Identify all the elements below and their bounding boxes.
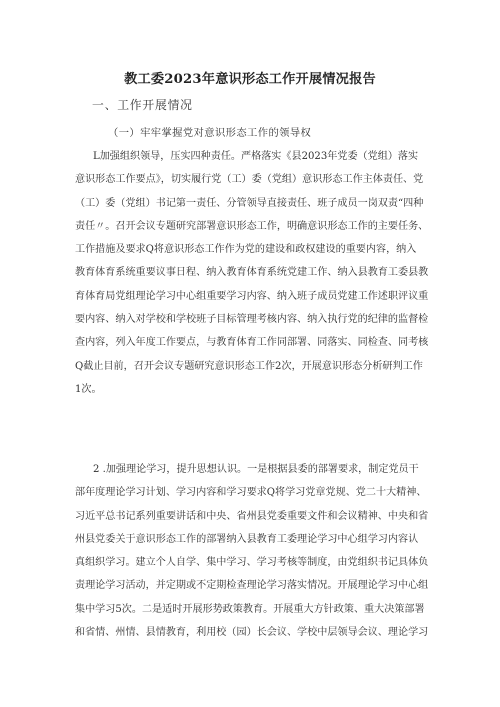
- paragraph-line: 教育体育系统重要议事日程、纳入教育体育系统党建工作、纳入县教育工委县教: [75, 267, 429, 279]
- paragraph-line: 集中学习5次。二是适时开展形势政策教育。开展重大方针政策、重大决策部署: [75, 603, 425, 615]
- paragraph-line: 意识形态工作要点》，切实履行党（工）委（党组）意识形态工作主体责任、党: [75, 174, 424, 186]
- paragraph-line: 工作措施及要求Q将意识形态工作作为党的建设和政权建设的重要内容，纳入: [75, 244, 417, 256]
- paragraph-line: 2 .加强理论学习，提升思想认识。一是根据县委的部署要求，制定党员干: [93, 464, 419, 475]
- paragraph-line: 责任〃。召开会议专题研究部署意识形态工作，明确意识形态工作的主要任务、: [75, 220, 429, 232]
- paragraph-line: 育体育局党组理论学习中心组重要学习内容、纳入班子成员党建工作述职评议重: [75, 290, 429, 302]
- subsection-heading: （一）牢牢掌握党对意识形态工作的领导权: [108, 127, 312, 139]
- paragraph-line: 责理论学习活动，并定期或不定期检查理论学习落实情况。开展理论学习中心组: [75, 580, 429, 592]
- paragraph-line: 1次。: [75, 383, 102, 395]
- paragraph-line: Q截止目前，召开会议专题研究意识形态工作2次，开展意识形态分析研判工作: [75, 360, 423, 372]
- paragraph-line: L加强组织领导，压实四种责任。严格落实《县2023年党委（党组）落实: [93, 151, 419, 162]
- section-heading: 一、工作开展情况: [92, 98, 193, 112]
- paragraph-line: 习近平总书记系列重要讲话和中央、省州县党委重要文件和会议精神、中央和省: [75, 510, 429, 522]
- paragraph-2: [75, 458, 430, 644]
- paragraph-line: 州县党委关于意识形态工作的部署纳入县教育工委理论学习中心组学习内容认: [75, 533, 419, 545]
- paragraph-line: 和省情、州情、县情教育，利用校（园）长会议、学校中层领导会议、理论学习: [75, 627, 429, 639]
- paragraph-line: 真组织学习。建立个人自学、集中学习、学习考核等制度，由党组织书记具体负: [75, 557, 429, 569]
- paragraph-1: [75, 145, 430, 401]
- paragraph-line: 查内容，列入年度工作要点，与教育体育工作同部署、同落实、同检查、同考核: [75, 337, 429, 349]
- paragraph-line: （工）委（党组）书记第一责任、分管领导直接责任、班子成员一岗双责“四种: [75, 197, 424, 209]
- paragraph-line: 要内容、纳入对学校和学校班子目标管理考核内容、纳入执行党的纪律的监督检: [75, 314, 429, 326]
- document-title: 教工委2023年意识形态工作开展情况报告: [124, 72, 376, 87]
- paragraph-line: 部年度理论学习计划、学习内容和学习要求Q将学习党章党规、党二十大精神、: [75, 487, 427, 499]
